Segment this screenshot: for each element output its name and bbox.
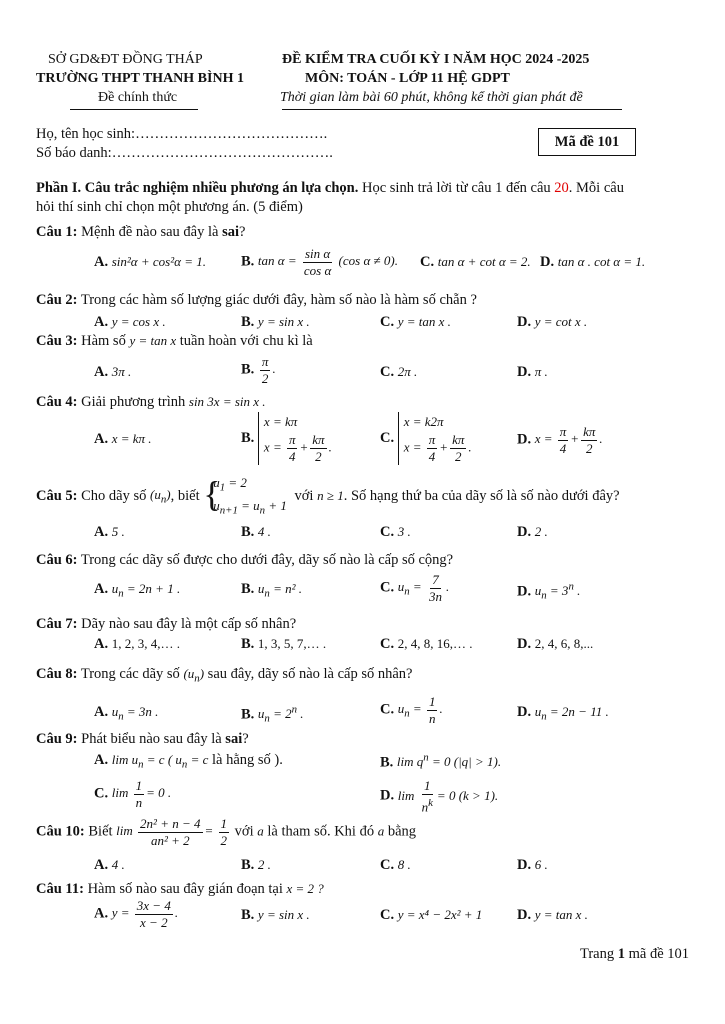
footer-suffix: mã đề 101 <box>625 946 690 962</box>
q3-text-b: tuần hoàn với chu kì là <box>176 333 313 349</box>
question-8: Câu 8: Trong các dãy số $(u_n)$ sau đây, dãy số nào là cấp số nhân? <box>36 666 413 685</box>
q8-option-d[interactable]: D. $u_n = 2n - 11$ . <box>517 704 609 723</box>
q8-option-a[interactable]: A. $u_n = 3n$ . <box>94 704 159 723</box>
opt-label: B. <box>241 857 255 873</box>
q9-a-text: là hằng số ). <box>208 752 283 768</box>
q4-label: Câu 4: <box>36 394 78 410</box>
q2-label: Câu 2: <box>36 292 78 308</box>
section-intro-a: Học sinh trả lời từ câu 1 đến câu <box>358 180 555 196</box>
header-rule-right <box>282 109 622 110</box>
q3-option-a[interactable]: A. 3π . <box>94 364 132 380</box>
opt-label: D. <box>517 364 532 380</box>
opt-label: A. <box>94 364 109 380</box>
q2-option-d[interactable]: D. y = cot x . <box>517 314 588 330</box>
q5-option-c[interactable]: C. 3 . <box>380 524 411 540</box>
opt-label: D. <box>517 907 532 923</box>
q9-option-a[interactable]: A. $\lim u_n = c$ ( $u_n = c$ là hằng số ). <box>94 752 283 771</box>
q1-option-c[interactable]: C. tan α + cot α = 2. <box>420 254 531 270</box>
opt-label: C. <box>380 907 395 923</box>
q6-text: Trong các dãy số được cho dưới đây, dãy số nào là cấp số cộng? <box>77 552 454 568</box>
q5-option-a[interactable]: A. 5 . <box>94 524 125 540</box>
q5-text-b: , biết <box>170 487 204 504</box>
q1-option-b[interactable]: B. tan α = $\frac{\text{sin α}}{\text{cos α}}$ (cos α ≠ 0). <box>241 246 398 278</box>
opt-label: C. <box>94 785 109 802</box>
q5-option-d[interactable]: D. 2 . <box>517 524 548 540</box>
q7-option-d[interactable]: D. 2, 4, 6, 8,... <box>517 636 594 652</box>
opt-label: C. <box>380 701 395 718</box>
q8-label: Câu 8: <box>36 666 78 682</box>
q4-option-a[interactable]: A. x = kπ . <box>94 431 152 447</box>
q7-label: Câu 7: <box>36 616 78 632</box>
q3-option-d[interactable]: D. π . <box>517 364 548 380</box>
q5-text-d: . Số hạng thứ ba của dãy số là số nào dưới đây? <box>343 487 620 504</box>
question-5: Câu 5: Cho dãy số $(u_n)$, biết { $u_1 = 2$ $u_{n+1} = u_n + 1$ với n ≥ 1. Số hạng thứ ba của dãy số là số nào dưới đây? <box>36 474 620 519</box>
q1-option-d[interactable]: D. tan α . cot α = 1. <box>540 254 646 270</box>
q5-text-a: Cho dãy số <box>77 487 150 504</box>
q7-option-a[interactable]: A. 1, 2, 3, 4,… . <box>94 636 180 652</box>
q1-end: ? <box>238 224 246 240</box>
opt-label: A. <box>94 524 109 540</box>
page-footer <box>580 946 689 963</box>
q9-option-b[interactable]: B. $\lim q^n = 0$ (|q| > 1). <box>380 752 502 771</box>
opt-label: D. <box>517 704 532 720</box>
opt-label: B. <box>380 754 394 771</box>
question-count: 20 <box>554 180 569 196</box>
question-9 <box>36 731 249 748</box>
question-11: Câu 11: Hàm số nào sau đây gián đoạn tại x = 2 ? <box>36 881 324 897</box>
q10-text-d: bằng <box>384 823 417 840</box>
q5-text-c: với <box>290 487 318 504</box>
official-label: Đề chính thức <box>98 90 178 105</box>
opt-label: D. <box>517 314 532 330</box>
q4-option-c[interactable]: C. x = k2π x = $\frac{\pi}{4}$ + $\frac{k\pi}{2}$ . <box>380 414 472 464</box>
opt-label: A. <box>94 636 109 652</box>
q1-text: Mệnh đề nào sau đây là <box>77 224 223 240</box>
q10-text-a: Biết <box>84 823 117 840</box>
opt-label: C. <box>380 364 395 380</box>
q1-option-a[interactable]: A. sin²α + cos²α = 1. <box>94 254 206 270</box>
q7-text: Dãy nào sau đây là một cấp số nhân? <box>77 616 297 632</box>
opt-label: B. <box>241 524 255 540</box>
q10-text-c: là tham số. Khi đó <box>263 823 378 840</box>
exam-title: ĐỀ KIỂM TRA CUỐI KỲ I NĂM HỌC 2024 -2025 <box>282 52 590 67</box>
opt-label: D. <box>517 857 532 873</box>
q2-option-a[interactable]: A. y = cos x . <box>94 314 166 330</box>
q11-text: Hàm số nào sau đây gián đoạn tại <box>83 881 287 897</box>
opt-label: B. <box>241 314 255 330</box>
opt-label: D. <box>517 636 532 652</box>
section-intro-line2: hỏi thí sinh chỉ chọn một phương án. (5 điểm) <box>36 199 303 215</box>
question-7 <box>36 616 296 633</box>
opt-label: A. <box>94 752 109 768</box>
q3-option-c[interactable]: C. 2π . <box>380 364 418 380</box>
q6-option-a[interactable]: A. $u_n = 2n + 1$ . <box>94 581 181 600</box>
exam-code-box: Mã đề 101 <box>538 128 636 156</box>
opt-label: D. <box>517 431 532 448</box>
q9-option-d[interactable]: D. lim $\frac{1}{n^k}$ = 0 (k > 1). <box>380 778 499 815</box>
opt-label: B. <box>241 636 255 652</box>
footer-prefix: Trang <box>580 946 618 962</box>
opt-label: A. <box>94 254 109 270</box>
q11-option-d[interactable]: D. y = tan x . <box>517 907 588 923</box>
opt-label: D. <box>380 787 395 804</box>
q6-option-d[interactable]: D. $u_n = 3^n$ . <box>517 581 581 602</box>
question-1 <box>36 224 245 241</box>
question-6 <box>36 552 453 569</box>
q11-option-b[interactable]: B. y = sin x . <box>241 907 310 923</box>
q5-option-b[interactable]: B. 4 . <box>241 524 271 540</box>
question-3: Câu 3: Hàm số y = tan x tuần hoàn với chu kì là <box>36 333 313 349</box>
opt-label: D. <box>540 254 555 270</box>
section-intro-b: . Mỗi câu <box>568 180 624 196</box>
q2-text: Trong các hàm số lượng giác dưới đây, hàm số nào là hàm số chẵn ? <box>77 292 477 308</box>
q10-text-b: với <box>231 823 258 840</box>
q10-option-b[interactable]: B. 2 . <box>241 857 271 873</box>
opt-label: C. <box>380 524 395 540</box>
q7-option-c[interactable]: C. 2, 4, 8, 16,… . <box>380 636 473 652</box>
q2-option-b[interactable]: B. y = sin x . <box>241 314 310 330</box>
q11-option-a[interactable]: A. y = $\frac{3x - 4}{x - 2}$ . <box>94 898 179 930</box>
opt-label: C. <box>380 579 395 596</box>
dept-name: SỞ GD&ĐT ĐỒNG THÁP <box>48 52 203 67</box>
opt-label: B. <box>241 581 255 597</box>
opt-label: B. <box>241 429 255 446</box>
opt-label: B. <box>241 907 255 923</box>
opt-label: C. <box>380 314 395 330</box>
opt-label: C. <box>380 429 395 446</box>
q11-option-c[interactable]: C. y = x⁴ − 2x² + 1 <box>380 907 483 923</box>
q10-option-a[interactable]: A. 4 . <box>94 857 125 873</box>
q1-label: Câu 1: <box>36 224 78 240</box>
q11-label: Câu 11: <box>36 881 84 897</box>
q10-label: Câu 10: <box>36 823 85 840</box>
q9-label: Câu 9: <box>36 731 78 747</box>
exam-time-note: Thời gian làm bài 60 phút, không kể thời gian phát đề <box>280 90 583 105</box>
q9-end: ? <box>242 731 249 747</box>
q8-option-b[interactable]: B. $u_n = 2^n$ . <box>241 704 304 725</box>
q10-option-c[interactable]: C. 8 . <box>380 857 411 873</box>
q9-text: Phát biểu nào sau đây là <box>77 731 226 747</box>
opt-label: B. <box>241 361 255 378</box>
opt-label: A. <box>94 314 109 330</box>
q9-emph: sai <box>225 731 243 747</box>
opt-label: C. <box>380 857 395 873</box>
question-4: Câu 4: Giải phương trình sin 3x = sin x . <box>36 394 266 410</box>
section-intro <box>36 180 624 197</box>
student-id-field: Số báo danh:………………………………………. <box>36 145 333 161</box>
header-rule-left <box>70 109 198 110</box>
q8-option-c[interactable]: C. $u_n$ = $\frac{1}{n}$ . <box>380 694 443 726</box>
section-title: Phần I. Câu trắc nghiệm nhiều phương án lựa chọn. <box>36 180 359 196</box>
opt-label: C. <box>380 636 395 652</box>
q4-option-d[interactable]: D. x = $\frac{\pi}{4}$ + $\frac{k\pi}{2}$ . <box>517 424 603 456</box>
q3-text-a: Hàm số <box>77 333 130 349</box>
q8-text-a: Trong các dãy số <box>77 666 184 682</box>
opt-label: D. <box>517 524 532 540</box>
q4-text: Giải phương trình <box>77 394 189 410</box>
q3-label: Câu 3: <box>36 333 78 349</box>
exam-subject: MÔN: TOÁN - LỚP 11 HỆ GDPT <box>305 71 510 86</box>
q6-label: Câu 6: <box>36 552 78 568</box>
opt-label: A. <box>94 431 109 447</box>
opt-label: A. <box>94 857 109 873</box>
opt-label: A. <box>94 704 109 720</box>
q10-option-d[interactable]: D. 6 . <box>517 857 548 873</box>
opt-label: B. <box>241 706 255 723</box>
opt-label: A. <box>94 905 109 922</box>
q6-option-b[interactable]: B. $u_n = n^2$ . <box>241 581 303 600</box>
q7-option-b[interactable]: B. 1, 3, 5, 7,… . <box>241 636 327 652</box>
opt-label: B. <box>241 253 255 270</box>
question-10: Câu 10: Biết lim $\frac{\text{2n² + n − 4}}{\text{an² + 2}}$ = $\frac{1}{2}$ với a là tham số. Khi đó a bằng <box>36 816 417 848</box>
page-number: 1 <box>617 946 625 962</box>
q8-text-b: sau đây, dãy số nào là cấp số nhân? <box>204 666 413 682</box>
q4-option-b[interactable]: B. x = kπ x = $\frac{\pi}{4}$ + $\frac{k\pi}{2}$ . <box>241 414 332 464</box>
opt-label: A. <box>94 581 109 597</box>
opt-label: C. <box>420 254 435 270</box>
school-name: TRƯỜNG THPT THANH BÌNH 1 <box>36 71 244 86</box>
q6-option-c[interactable]: C. $u_n$ = $\frac{7}{3n}$ . <box>380 572 450 604</box>
opt-label: D. <box>517 583 532 600</box>
q2-option-c[interactable]: C. y = tan x . <box>380 314 451 330</box>
student-name-field: Họ, tên học sinh:…………………………………. <box>36 126 328 142</box>
q3-option-b[interactable]: B. $\frac{\pi}{2}$ . <box>241 354 276 386</box>
question-2 <box>36 292 477 309</box>
q9-option-c[interactable]: C. lim $\frac{1}{n}$ = 0 . <box>94 778 172 810</box>
q5-label: Câu 5: <box>36 487 78 504</box>
q1-emph: sai <box>222 224 239 240</box>
